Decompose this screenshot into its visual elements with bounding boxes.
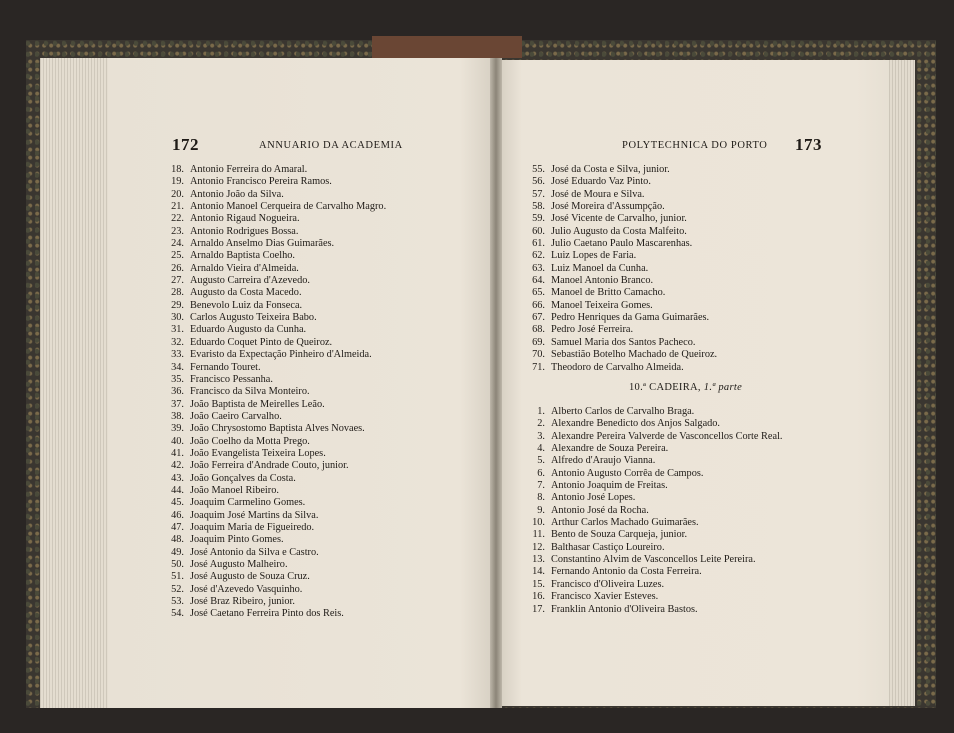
entry-name: Eduardo Augusto da Cunha. [190, 324, 307, 336]
entry-name: Antonio Francisco Pereira Ramos. [190, 176, 332, 188]
entry-name: José Augusto Malheiro. [190, 559, 288, 570]
entry-name: Antonio Ferreira do Amaral. [190, 164, 308, 175]
entry-number: 41. [171, 447, 184, 459]
entry-name: Joaquim José Martins da Silva. [190, 509, 319, 521]
entry-name: Manoel de Britto Camacho. [551, 287, 666, 299]
entry-name: João Ferreira d'Andrade Couto, junior. [190, 460, 349, 472]
left-page-number: 172 [172, 135, 199, 154]
entry-name: Alfredo d'Araujo Vianna. [551, 455, 656, 467]
list-item [523, 529, 783, 541]
entry-name: Franklin Antonio d'Oliveira Bastos. [551, 603, 698, 615]
list-item [523, 287, 717, 299]
entry-number: 60. [532, 225, 545, 237]
entry-number: 4. [537, 443, 545, 455]
list-item [166, 608, 386, 620]
entry-number: 14. [532, 566, 545, 578]
entry-name: Julio Caetano Paulo Mascarenhas. [551, 238, 693, 250]
entry-number: 39. [171, 423, 184, 435]
entry-name: João Caeiro Carvalho. [190, 410, 282, 422]
list-item [523, 480, 783, 492]
list-item [523, 324, 717, 336]
list-item [166, 596, 386, 608]
entry-number: 66. [532, 299, 545, 311]
entry-name: Francisco Xavier Esteves. [551, 591, 659, 603]
list-item [523, 349, 717, 361]
entry-number: 46. [171, 509, 184, 521]
entry-number: 21. [171, 201, 184, 213]
list-item [166, 497, 386, 509]
list-item [166, 423, 386, 435]
entry-number: 12. [532, 541, 545, 553]
entry-name: Francisco da Silva Monteiro. [190, 386, 310, 398]
entry-name: Fernando Touret. [190, 361, 261, 373]
entry-name: João Evangelista Teixeira Lopes. [190, 447, 326, 459]
list-item [523, 604, 783, 616]
entry-name: Arnaldo Anselmo Dias Guimarães. [190, 238, 335, 250]
entry-number: 68. [532, 324, 545, 336]
list-item [166, 324, 386, 336]
entry-name: Augusto Carreira d'Azevedo. [190, 275, 310, 287]
entry-name: Luiz Lopes de Faria. [551, 250, 637, 262]
list-item [166, 584, 386, 596]
list-item [166, 534, 386, 546]
list-item [523, 201, 717, 213]
list-item [523, 418, 783, 430]
entry-number: 49. [171, 546, 184, 558]
list-item [166, 386, 386, 398]
entry-number: 47. [171, 521, 184, 533]
entry-number: 26. [171, 262, 184, 274]
entry-name: Antonio José da Rocha. [551, 504, 649, 516]
entry-name: João Baptista de Meirelles Leão. [190, 398, 325, 410]
entry-name: Samuel Maria dos Santos Pacheco. [551, 336, 696, 348]
list-item [523, 542, 783, 554]
list-item [166, 213, 386, 225]
entry-number: 25. [171, 250, 184, 262]
entry-number: 42. [171, 460, 184, 472]
list-item [523, 505, 783, 517]
list-item [523, 431, 783, 443]
entry-number: 29. [171, 299, 184, 311]
entry-number: 16. [532, 591, 545, 603]
entry-number: 40. [171, 435, 184, 447]
list-item [166, 300, 386, 312]
entry-number: 45. [171, 497, 184, 509]
entry-number: 3. [537, 430, 545, 442]
list-item [166, 448, 386, 460]
right-page-number: 173 [795, 135, 822, 154]
list-item [166, 559, 386, 571]
entry-name: Constantino Alvim de Vasconcellos Leite Pereira. [551, 554, 756, 566]
list-item [166, 189, 386, 201]
list-item [523, 275, 717, 287]
list-item [523, 263, 717, 275]
entry-name: Benevolo Luiz da Fonseca. [190, 299, 303, 311]
entry-name: Antonio José Lopes. [551, 492, 636, 504]
entry-number: 53. [171, 596, 184, 608]
entry-number: 11. [532, 529, 545, 541]
entry-name: Francisco Pessanha. [190, 373, 273, 385]
entry-name: Manoel Teixeira Gomes. [551, 299, 653, 311]
entry-number: 70. [532, 349, 545, 361]
list-item [166, 238, 386, 250]
left-page-edges [40, 58, 108, 708]
entry-name: João Chrysostomo Baptista Alves Novaes. [190, 423, 365, 435]
entry-name: José Caetano Ferreira Pinto dos Reis. [190, 608, 344, 620]
entry-number: 37. [171, 398, 184, 410]
entry-number: 58. [532, 201, 545, 213]
right-page-header: POLYTECHNICA DO PORTO [622, 140, 768, 151]
entry-name: José d'Azevedo Vasquinho. [190, 583, 303, 595]
list-item [523, 226, 717, 238]
list-item [166, 226, 386, 238]
entry-name: Sebastião Botelho Machado de Queiroz. [551, 349, 718, 361]
entry-number: 8. [537, 492, 545, 504]
entry-number: 34. [171, 361, 184, 373]
entry-name: João Gonçalves da Costa. [190, 472, 296, 484]
entry-number: 48. [171, 534, 184, 546]
entry-number: 59. [532, 213, 545, 225]
left-page-header: ANNUARIO DA ACADEMIA [259, 140, 403, 151]
list-item [166, 250, 386, 262]
entry-name: Julio Augusto da Costa Malfeito. [551, 225, 687, 237]
entry-name: Antonio Rodrigues Bossa. [190, 225, 299, 237]
entry-number: 69. [532, 336, 545, 348]
list-item [166, 374, 386, 386]
list-item [166, 176, 386, 188]
section-heading [629, 382, 742, 393]
entry-number: 51. [171, 571, 184, 583]
list-item [523, 443, 783, 455]
right-page-edges [889, 60, 915, 706]
entry-name: José Vicente de Carvalho, junior. [551, 213, 687, 225]
entry-number: 23. [171, 225, 184, 237]
entry-number: 36. [171, 386, 184, 398]
entry-name: Augusto da Costa Macedo. [190, 287, 302, 299]
list-item [523, 566, 783, 578]
entry-number: 5. [537, 455, 545, 467]
entry-name: José Moreira d'Assumpção. [551, 201, 665, 213]
list-item [166, 201, 386, 213]
entry-name: Arnaldo Baptista Coelho. [190, 250, 295, 262]
entry-name: Alexandre Benedicto dos Anjos Salgado. [551, 418, 721, 430]
entry-number: 1. [537, 406, 545, 417]
entry-number: 6. [537, 467, 545, 479]
entry-number: 54. [171, 608, 184, 620]
entry-number: 17. [532, 603, 545, 615]
entry-name: Joaquim Pinto Gomes. [190, 534, 284, 546]
entry-number: 7. [537, 480, 545, 492]
entry-name: Joaquim Maria de Figueiredo. [190, 521, 315, 533]
list-item [166, 312, 386, 324]
entry-number: 63. [532, 262, 545, 274]
entry-name: Luiz Manoel da Cunha. [551, 262, 649, 274]
list-item [166, 571, 386, 583]
entry-number: 18. [171, 164, 184, 175]
entry-name: Alexandre Pereira Valverde de Vasconcellos Corte Real. [551, 430, 783, 442]
list-item [166, 411, 386, 423]
list-item [523, 591, 783, 603]
entry-name: Antonio Joaquim de Freitas. [551, 480, 668, 492]
entry-name: José de Moura e Silva. [551, 188, 645, 200]
list-item [523, 492, 783, 504]
entry-number: 56. [532, 176, 545, 188]
list-item [166, 547, 386, 559]
entry-name: Fernando Antonio da Costa Ferreira. [551, 566, 702, 578]
list-item [523, 250, 717, 262]
list-item [166, 522, 386, 534]
entry-number: 57. [532, 188, 545, 200]
entry-number: 32. [171, 336, 184, 348]
list-item [523, 554, 783, 566]
list-item [523, 176, 717, 188]
entry-name: Theodoro de Carvalho Almeida. [551, 361, 684, 373]
section-part: 1.ª parte [703, 382, 743, 393]
entry-name: Eduardo Coquet Pinto de Queiroz. [190, 336, 333, 348]
entry-number: 62. [532, 250, 545, 262]
list-item [523, 300, 717, 312]
entry-name: Pedro Henriques da Gama Guimarães. [551, 312, 710, 324]
entry-name: Bento de Souza Carqueja, junior. [551, 529, 688, 541]
entry-number: 30. [171, 312, 184, 324]
entry-number: 31. [171, 324, 184, 336]
entry-number: 2. [537, 418, 545, 430]
entry-number: 33. [171, 349, 184, 361]
entry-name: Arthur Carlos Machado Guimarães. [551, 517, 699, 529]
entry-number: 15. [532, 578, 545, 590]
entry-name: José Antonio da Silva e Castro. [190, 546, 319, 558]
book-spine [372, 36, 522, 58]
entry-number: 24. [171, 238, 184, 250]
list-item [523, 189, 717, 201]
list-item [523, 362, 717, 374]
entry-name: Manoel Antonio Branco. [551, 275, 654, 287]
entry-name: Balthasar Castiço Loureiro. [551, 541, 665, 553]
list-item [166, 287, 386, 299]
entry-number: 9. [537, 504, 545, 516]
entry-number: 64. [532, 275, 545, 287]
entry-name: José Augusto de Souza Cruz. [190, 571, 310, 583]
list-item [166, 436, 386, 448]
list-item [523, 517, 783, 529]
entry-name: João Manoel Ribeiro. [190, 484, 279, 496]
entry-number: 27. [171, 275, 184, 287]
entry-name: Carlos Augusto Teixeira Babo. [190, 312, 317, 324]
list-item [166, 263, 386, 275]
entry-name: Joaquim Carmelino Gomes. [190, 497, 306, 509]
entry-name: João Coelho da Motta Prego. [190, 435, 310, 447]
entry-name: José Braz Ribeiro, junior. [190, 596, 295, 608]
list-item [166, 485, 386, 497]
list-item [166, 349, 386, 361]
list-item [166, 164, 386, 176]
section-name-list [523, 406, 783, 616]
entry-number: 20. [171, 188, 184, 200]
list-item [523, 312, 717, 324]
entry-name: Evaristo da Expectação Pinheiro d'Almeida. [190, 349, 372, 361]
list-item [166, 399, 386, 411]
list-item [166, 473, 386, 485]
entry-name: Francisco d'Oliveira Luzes. [551, 578, 665, 590]
entry-number: 65. [532, 287, 545, 299]
entry-number: 38. [171, 410, 184, 422]
list-item [523, 468, 783, 480]
entry-number: 43. [171, 472, 184, 484]
left-name-list [166, 164, 386, 621]
entry-number: 55. [532, 164, 545, 175]
entry-name: Pedro José Ferreira. [551, 324, 634, 336]
list-item [523, 238, 717, 250]
entry-number: 61. [532, 238, 545, 250]
book-gutter [490, 58, 502, 708]
entry-name: Antonio Manoel Cerqueira de Carvalho Magro. [190, 201, 387, 213]
list-item [523, 164, 717, 176]
entry-number: 22. [171, 213, 184, 225]
entry-name: Antonio João da Silva. [190, 188, 284, 200]
list-item [523, 579, 783, 591]
entry-number: 50. [171, 559, 184, 570]
list-item [523, 213, 717, 225]
entry-number: 10. [532, 517, 545, 529]
list-item [166, 337, 386, 349]
entry-number: 52. [171, 583, 184, 595]
entry-name: Alberto Carlos de Carvalho Braga. [551, 406, 695, 417]
entry-name: José Eduardo Vaz Pinto. [551, 176, 651, 188]
entry-name: Alexandre de Souza Pereira. [551, 443, 669, 455]
entry-number: 35. [171, 373, 184, 385]
right-name-list [523, 164, 717, 374]
list-item [523, 455, 783, 467]
list-item [166, 510, 386, 522]
section-title: 10.ª CADEIRA, [629, 382, 701, 393]
entry-name: Arnaldo Vieira d'Almeida. [190, 262, 299, 274]
list-item [523, 337, 717, 349]
list-item [166, 275, 386, 287]
list-item [166, 460, 386, 472]
entry-number: 13. [532, 554, 545, 566]
entry-name: Antonio Rigaud Nogueira. [190, 213, 300, 225]
entry-number: 67. [532, 312, 545, 324]
entry-number: 19. [171, 176, 184, 188]
entry-name: Antonio Augusto Corrêa de Campos. [551, 467, 704, 479]
list-item [166, 362, 386, 374]
entry-name: José da Costa e Silva, junior. [551, 164, 670, 175]
entry-number: 71. [532, 361, 545, 373]
list-item [523, 406, 783, 418]
entry-number: 28. [171, 287, 184, 299]
entry-number: 44. [171, 484, 184, 496]
